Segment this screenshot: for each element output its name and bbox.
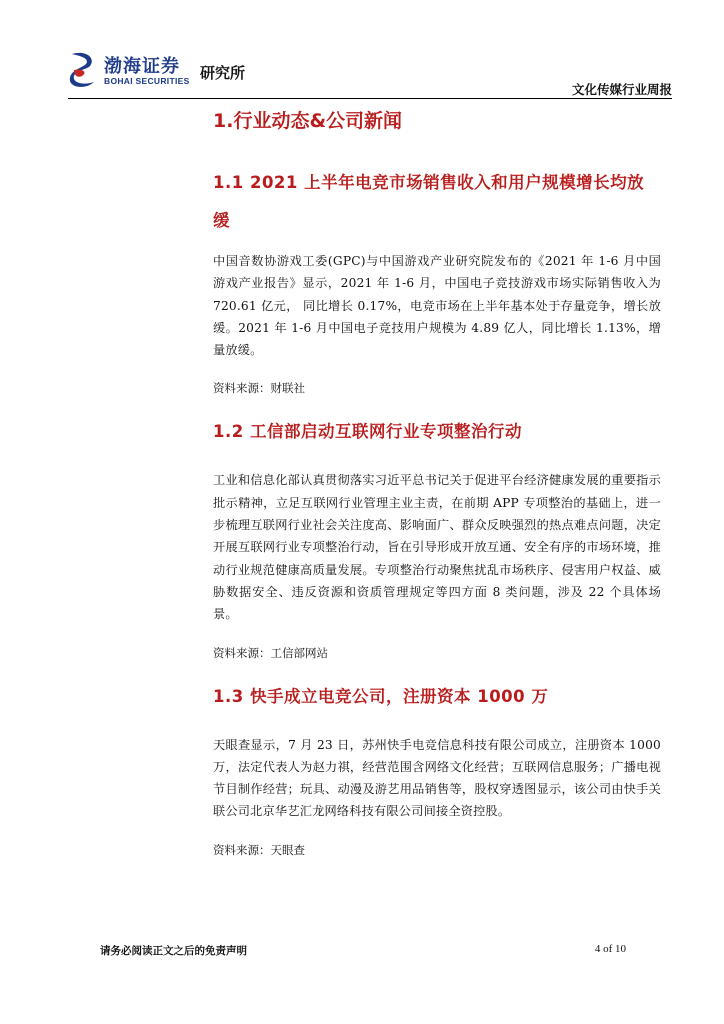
bohai-logo-icon [68,50,98,88]
item-body: 中国音数协游戏工委(GPC)与中国游戏产业研究院发布的《2021 年 1-6 月中国游戏产业报告》显示，2021 年 1-6 月，中国电子竞技游戏市场实际销售收入为 720.61 亿元， 同比增长 0.17%，电竞市场在上半年基本处于存量竞争，增长放缓。2021 年 1-6 月中国电子竞技用户规模为 4.89 亿人，同比增长 1.13%，增量放缓。 [213,254,661,358]
institute-label: 研究所 [200,64,246,82]
item-heading: 1.2 工信部启动互联网行业专项整治行动 [213,422,522,442]
main-content [213,108,661,859]
page-number: 4 of 10 [594,943,626,955]
item-heading: 1.1 2021 上半年电竞市场销售收入和用户规模增长均放缓 [213,173,645,230]
item-body: 工业和信息化部认真贯彻落实习近平总书记关于促进平台经济健康发展的重要指示批示精神，立足互联网行业管理主业主责，在前期 APP 专项整治的基础上，进一步梳理互联网行业社会关注度高、影响面广、群众反映强烈的热点难点问题，决定开展互联网行业专项整治行动，旨在引导形成开放互通、安全有序的市场环境，推动行业规范健康高质量发展。专项整治行动聚焦扰乱市场秩序、侵害用户权益、威胁数据安全、违反资源和资质管理规定等四方面 8 类问题，涉及 22 个具体场景。 [213,473,661,622]
report-type: 文化传媒行业周报 [571,82,672,97]
logo-english-name: BOHAI SECURITIES [104,76,190,86]
page-header [68,50,672,102]
header-divider [68,98,672,99]
disclaimer-note: 请务必阅读正文之后的免责声明 [100,945,247,957]
item-source: 资料来源：财联社 [213,381,305,396]
item-source: 资料来源：工信部网站 [213,645,328,660]
item-heading: 1.3 快手成立电竞公司，注册资本 1000 万 [213,686,549,706]
item-body: 天眼查显示，7 月 23 日，苏州快手电竞信息科技有限公司成立，注册资本 1000 万，法定代表人为赵力祺，经营范围含网络文化经营；互联网信息服务；广播电视节目制作经营；玩具、动漫及游艺用品销售等，股权穿透图显示，该公司由快手关联公司北京华艺汇龙网络科技有限公司间接全资控股。 [213,737,661,819]
logo-chinese-name: 渤海证券 [104,56,180,77]
section-title: 1.行业动态&公司新闻 [213,110,403,132]
item-source: 资料来源：天眼查 [213,842,305,857]
